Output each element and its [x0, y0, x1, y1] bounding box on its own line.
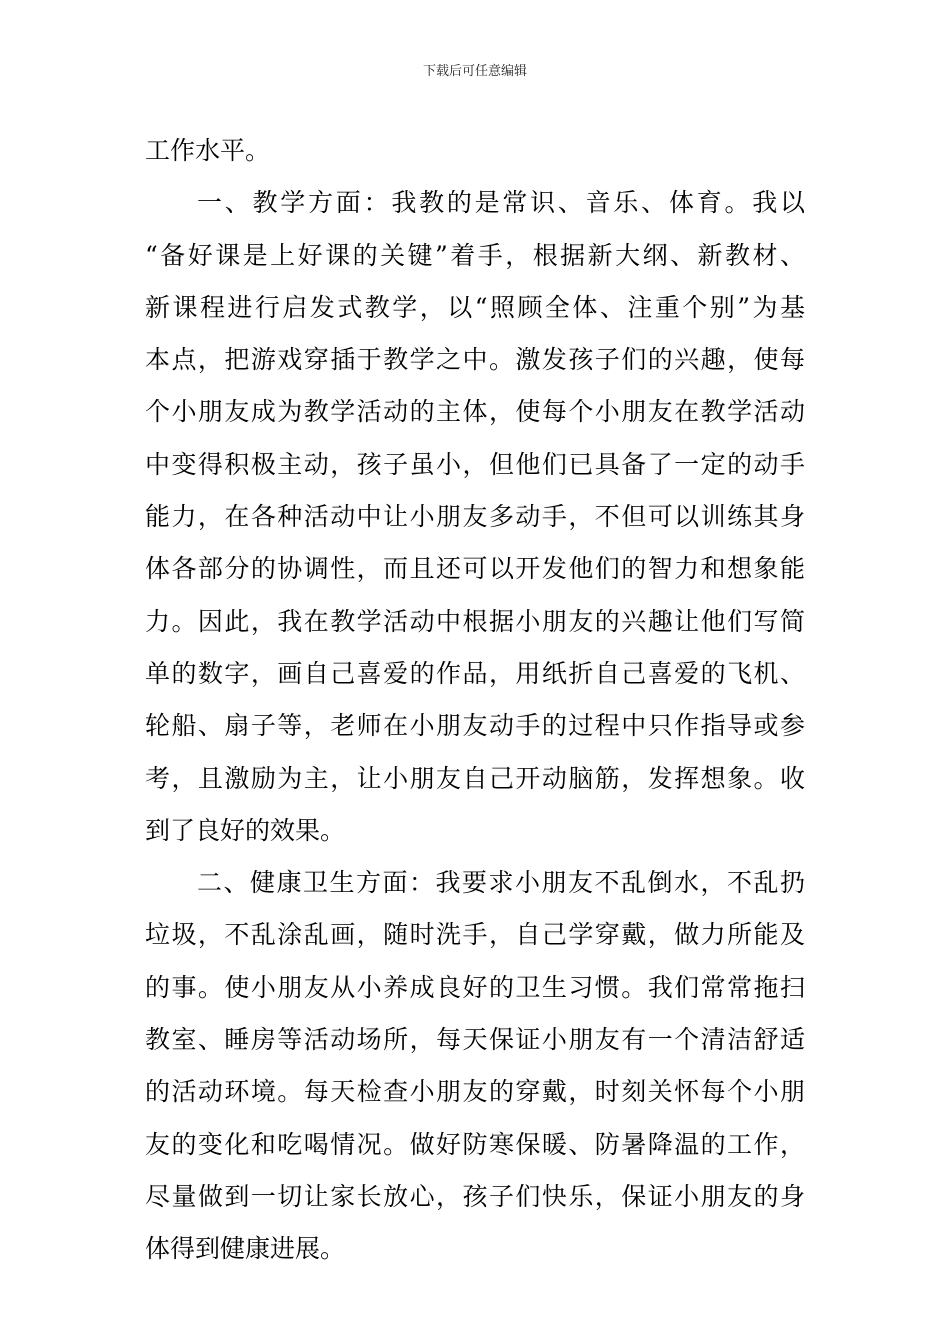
text-line: 一、教学方面：我教的是常识、音乐、体育。我以 — [197, 188, 805, 218]
text-line: “备好课是上好课的关键”着手，根据新大纲、新教材、 — [145, 240, 805, 270]
text-line: 单的数字，画自己喜爱的作品，用纸折自己喜爱的飞机、 — [145, 658, 805, 688]
text-line: 轮船、扇子等，老师在小朋友动手的过程中只作指导或参 — [145, 711, 805, 741]
text-line: 的事。使小朋友从小养成良好的卫生习惯。我们常常拖扫 — [145, 972, 805, 1002]
text-line: 的活动环境。每天检查小朋友的穿戴，时刻关怀每个小朋 — [145, 1077, 805, 1107]
text-line: 能力，在各种活动中让小朋友多动手，不但可以训练其身 — [145, 502, 805, 532]
text-line: 工作水平。 — [145, 136, 271, 165]
text-line: 力。因此，我在教学活动中根据小朋友的兴趣让他们写简 — [145, 606, 805, 636]
text-line: 体得到健康进展。 — [145, 1234, 346, 1264]
text-line: 二、健康卫生方面：我要求小朋友不乱倒水，不乱扔 — [197, 868, 805, 898]
text-line: 个小朋友成为教学活动的主体，使每个小朋友在教学活动 — [145, 397, 805, 427]
text-line: 体各部分的协调性，而且还可以开发他们的智力和想象能 — [145, 554, 805, 584]
text-line: 本点，把游戏穿插于教学之中。激发孩子们的兴趣，使每 — [145, 345, 805, 375]
page-header: 下载后可任意编辑 — [422, 64, 527, 79]
text-line: 教室、睡房等活动场所，每天保证小朋友有一个清洁舒适 — [145, 1025, 805, 1055]
text-line: 友的变化和吃喝情况。做好防寒保暖、防暑降温的工作， — [145, 1129, 805, 1159]
body-text — [145, 125, 805, 1276]
text-line: 考，且激励为主，让小朋友自己开动脑筋，发挥想象。收 — [145, 763, 805, 793]
text-line: 新课程进行启发式教学，以“照顾全体、注重个别”为基 — [145, 292, 805, 322]
text-line: 中变得积极主动，孩子虽小，但他们已具备了一定的动手 — [145, 449, 805, 479]
text-line: 垃圾，不乱涂乱画，随时洗手，自己学穿戴，做力所能及 — [145, 920, 805, 950]
text-line: 到了良好的效果。 — [145, 815, 346, 845]
text-line: 尽量做到一切让家长放心，孩子们快乐，保证小朋友的身 — [145, 1181, 805, 1211]
